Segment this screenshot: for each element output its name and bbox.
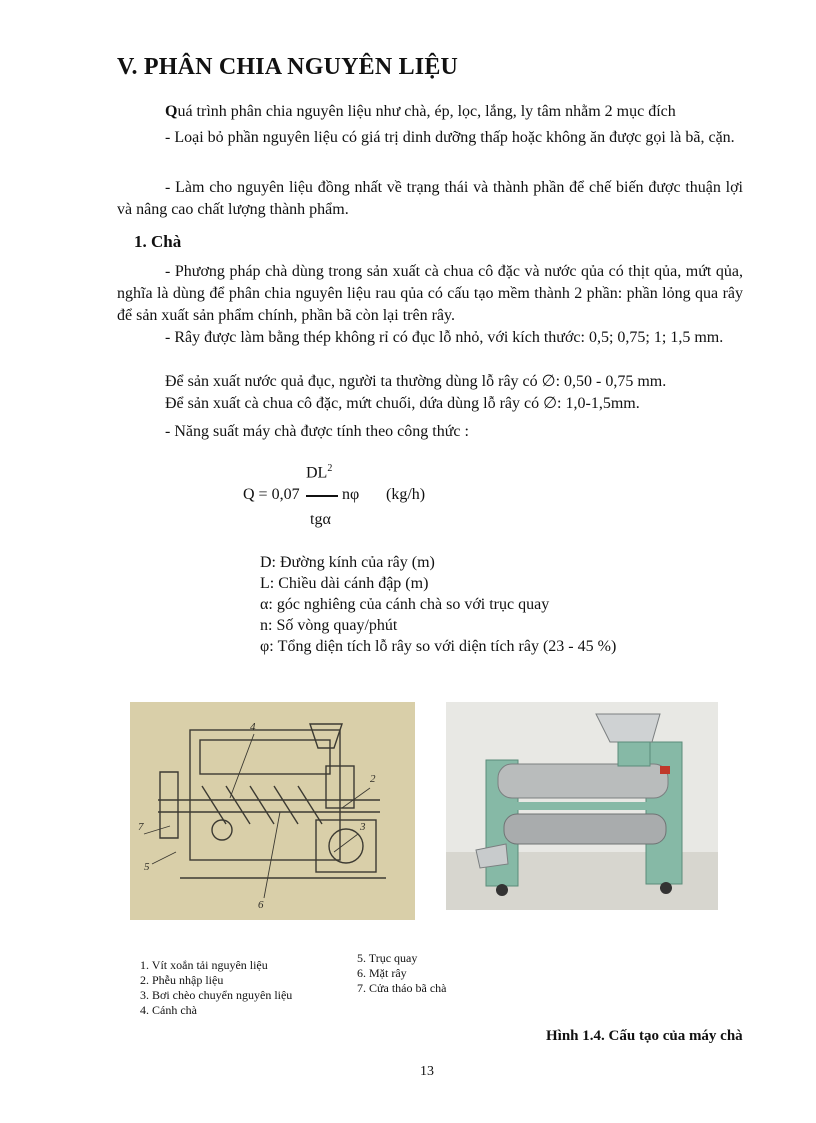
drawing-label-4: 4 <box>250 721 256 733</box>
photo-wheel-right <box>660 882 672 894</box>
formula-unit: (kg/h) <box>386 486 426 503</box>
photo-feed-box <box>618 742 650 766</box>
sieve-paragraph: - Rây được làm bằng thép không rỉ có đục lỗ nhỏ, với kích thước: 0,5; 0,75; 1; 1,5 mm. <box>165 329 724 346</box>
photo-lower-drum <box>504 814 666 844</box>
legend-item-phi: φ: Tổng diện tích lỗ rây so với diện tích rây (23 - 45 %) <box>260 638 617 655</box>
juice-sieve-line: Để sản xuất nước quả đục, người ta thường dùng lỗ rây có ∅: 0,50 - 0,75 mm. <box>165 373 667 390</box>
intro-paragraph <box>117 101 743 123</box>
drawing-label-6: 6 <box>258 899 264 911</box>
photo-middle-rail <box>494 802 674 810</box>
caption-item: 7. Cửa tháo bã chà <box>357 981 447 995</box>
purpose-2-paragraph: - Làm cho nguyên liệu đồng nhất về trạng thái và thành phần để chế biến được thuận lợi và nâng cao chất lượng thành phẩm. <box>117 179 743 218</box>
purpose-1-paragraph: - Loại bỏ phần nguyên liệu có giá trị dinh dưỡng thấp hoặc không ăn được gọi là bã, cặn. <box>165 129 735 146</box>
caption-item: 1. Vít xoắn tải nguyên liệu <box>140 958 268 972</box>
caption-list-right <box>357 951 446 996</box>
pulper-drawing-svg <box>130 702 415 920</box>
capacity-line: - Năng suất máy chà được tính theo công thức : <box>165 423 469 440</box>
caption-item: 5. Trục quay <box>357 951 418 965</box>
paste-sieve-line: Để sản xuất cà chua cô đặc, mứt chuối, dứa dùng lỗ rây có ∅: 1,0-1,5mm. <box>165 395 640 412</box>
legend-item-alpha: α: góc nghiêng của cánh chà so với trục quay <box>260 596 550 613</box>
pulper-drawing <box>130 702 415 920</box>
caption-item: 3. Bơi chèo chuyển nguyên liệu <box>140 988 293 1002</box>
method-paragraph: - Phương pháp chà dùng trong sản xuất cà chua cô đặc và nước qủa có thịt qủa, mứt qủa, nghĩa là dùng để phân chia nguyên liệu rau qủa có cấu tạo mềm thành 2 phần: phần lỏng qua rây để sản xuất sản phẩm chính, phần bã còn lại trên rây. <box>117 263 743 324</box>
photo-upper-drum <box>498 764 668 798</box>
drawing-paper <box>130 702 415 920</box>
formula-lhs: Q = 0,07 <box>243 486 300 503</box>
caption-list-left <box>140 958 292 1018</box>
photo-switch <box>660 766 670 774</box>
drawing-label-7: 7 <box>138 821 144 833</box>
caption-item: 2. Phễu nhập liệu <box>140 973 224 987</box>
formula-exponent: 2 <box>327 463 333 474</box>
legend-item-d: D: Đường kính của rây (m) <box>260 554 435 571</box>
pulper-photo-svg <box>446 702 718 910</box>
page-number: 13 <box>420 1064 434 1079</box>
formula-numerator: $DL^2$ <box>306 463 333 482</box>
photo-wheel-left <box>496 884 508 896</box>
section-title: 1. Chà <box>134 232 182 251</box>
drawing-label-5: 5 <box>144 861 150 873</box>
pulper-photo <box>446 702 718 910</box>
caption-item: 6. Mặt rây <box>357 966 407 980</box>
caption-item: 4. Cánh chà <box>140 1003 197 1017</box>
page-title: V. PHÂN CHIA NGUYÊN LIỆU <box>117 54 459 80</box>
figure-title: Hình 1.4. Cấu tạo của máy chà <box>546 1028 743 1044</box>
drawing-label-3: 3 <box>360 821 366 833</box>
drawing-label-2: 2 <box>370 773 376 785</box>
intro-drop-letter: Q <box>165 103 178 120</box>
intro-text: uá trình phân chia nguyên liệu như chà, ép, lọc, lắng, ly tâm nhằm 2 mục đích <box>177 103 676 120</box>
formula-denominator: tgα <box>310 511 331 528</box>
formula-factor: nφ <box>342 486 360 503</box>
legend-item-l: L: Chiều dài cánh đập (m) <box>260 575 429 592</box>
fraction-bar <box>306 495 338 497</box>
legend-item-n: n: Số vòng quay/phút <box>260 617 398 634</box>
photo-right-leg <box>646 742 682 884</box>
